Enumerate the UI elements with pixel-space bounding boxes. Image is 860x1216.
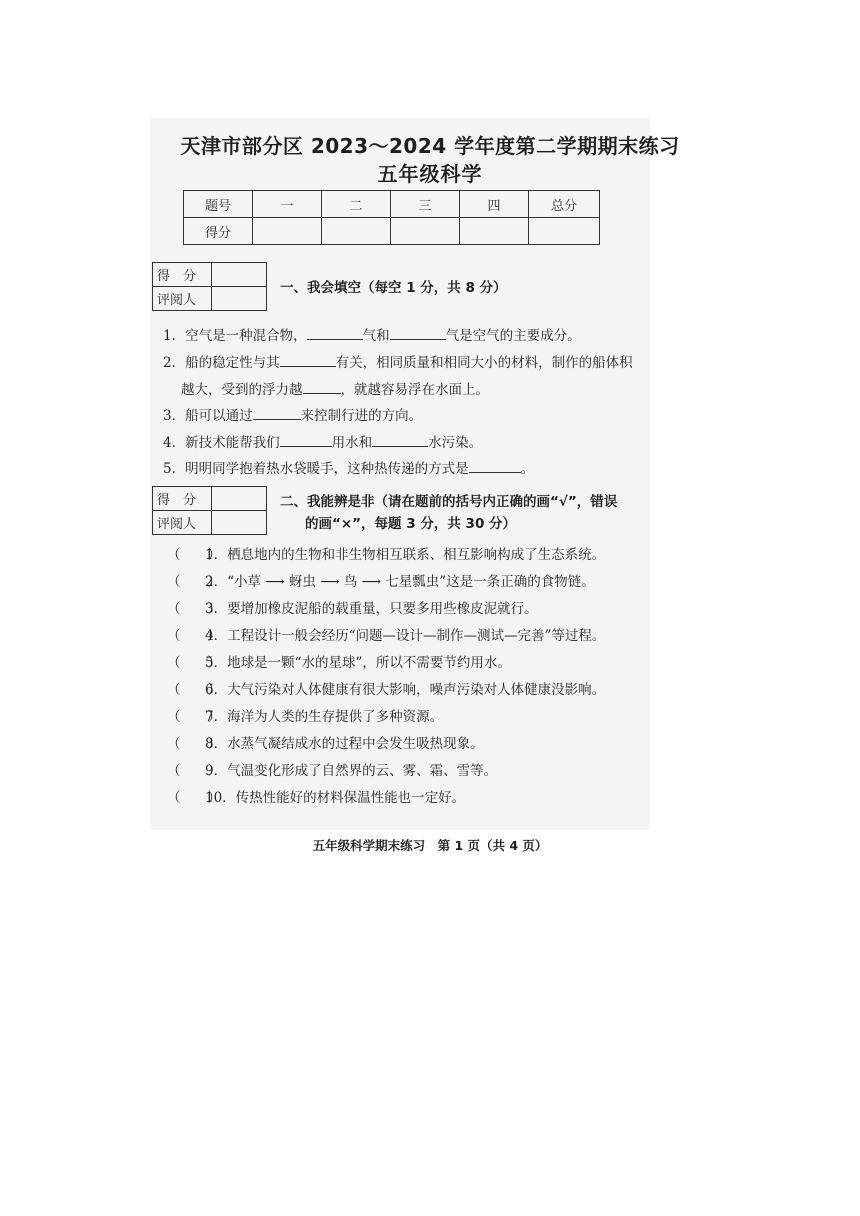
grader-score-cell — [212, 263, 267, 287]
fill-question-1 — [163, 325, 581, 346]
tf-question-10 — [167, 788, 465, 808]
q1-blank-1 — [307, 325, 363, 340]
score-header-number: 题号 — [184, 191, 253, 218]
score-table — [183, 190, 600, 245]
tf-text: 9．气温变化形成了自然界的云、雾、霜、雪等。 — [205, 763, 498, 779]
q1-text-b: 气和 — [362, 328, 390, 344]
answer-parentheses: （ ） — [167, 628, 221, 644]
score-header-total: 总分 — [529, 191, 600, 218]
tf-text: 4．工程设计一般会经历“问题—设计—制作—测试—完善”等过程。 — [205, 628, 606, 644]
q2b-text-b: ，就越容易浮在水面上。 — [340, 382, 489, 398]
fill-question-4 — [163, 432, 482, 453]
tf-text: 5．地球是一颗“水的星球”，所以不需要节约用水。 — [205, 655, 511, 671]
score-cell-total — [529, 218, 600, 245]
section2-heading-line2: 的画“×”，每题 3 分，共 30 分） — [305, 516, 517, 532]
q5-text-b: 。 — [520, 461, 535, 477]
q4-text-b: 用水和 — [331, 435, 373, 451]
section2-heading-line1: 二、我能辨是非（请在题前的括号内正确的画“√”，错误 — [280, 494, 618, 510]
q2-blank-2 — [303, 379, 341, 394]
q4-text-a: 4．新技术能帮我们 — [163, 435, 280, 451]
score-cell-4 — [460, 218, 529, 245]
tf-text: 6．大气污染对人体健康有很大影响，噪声污染对人体健康没影响。 — [205, 682, 606, 698]
q5-blank-1 — [469, 458, 521, 473]
section1-grader-box — [152, 262, 267, 311]
q2-text-a: 2．船的稳定性与其 — [163, 355, 280, 371]
q3-text-b: 来控制行进的方向。 — [300, 408, 423, 424]
tf-text: 1．栖息地内的生物和非生物相互联系、相互影响构成了生态系统。 — [205, 547, 606, 563]
answer-parentheses: （ ） — [167, 601, 221, 617]
grader-score-label: 得 分 — [153, 487, 212, 511]
q4-text-c: 水污染。 — [428, 435, 483, 451]
grader-score-cell — [212, 487, 267, 511]
fill-question-2 — [163, 352, 633, 373]
q4-blank-1 — [280, 432, 332, 447]
q1-text-a: 1．空气是一种混合物， — [163, 328, 307, 344]
section2-grader-box — [152, 486, 267, 535]
grader-reviewer-label: 评阅人 — [153, 287, 212, 311]
q1-blank-2 — [390, 325, 446, 340]
score-cell-1 — [253, 218, 322, 245]
q2-blank-1 — [280, 352, 336, 367]
tf-text: 3．要增加橡皮泥船的载重量，只要多用些橡皮泥就行。 — [205, 601, 538, 617]
fill-question-3 — [163, 405, 422, 426]
score-cell-3 — [391, 218, 460, 245]
score-table-score-row — [184, 218, 600, 245]
q2-text-b: 有关，相同质量和相同大小的材料，制作的船体积 — [335, 355, 633, 371]
fill-question-5 — [163, 458, 534, 479]
tf-question-4 — [167, 626, 605, 646]
tf-question-6 — [167, 680, 605, 700]
score-header-section-3: 三 — [391, 191, 460, 218]
tf-text: 10．传热性能好的材料保温性能也一定好。 — [205, 790, 466, 806]
fill-question-2-continued — [181, 379, 489, 400]
grader-reviewer-cell — [212, 511, 267, 535]
grader-score-label: 得 分 — [153, 263, 212, 287]
grader-reviewer-cell — [212, 287, 267, 311]
answer-parentheses: （ ） — [167, 736, 221, 752]
tf-question-9 — [167, 761, 497, 781]
tf-question-8 — [167, 734, 484, 754]
page-footer: 五年级科学期末练习 第 1 页（共 4 页） — [312, 838, 548, 853]
score-row-label: 得分 — [184, 218, 253, 245]
answer-parentheses: （ ） — [167, 763, 221, 779]
q3-blank-1 — [253, 405, 301, 420]
exam-subtitle: 五年级科学 — [377, 162, 483, 186]
tf-question-7 — [167, 707, 443, 727]
q5-text-a: 5．明明同学抱着热水袋暖手，这种热传递的方式是 — [163, 461, 469, 477]
tf-text: 8．水蒸气凝结成水的过程中会发生吸热现象。 — [205, 736, 484, 752]
score-table-header-row — [184, 191, 600, 218]
answer-parentheses: （ ） — [167, 547, 221, 563]
score-cell-2 — [322, 218, 391, 245]
q2b-text-a: 越大，受到的浮力越 — [181, 382, 303, 398]
score-header-section-1: 一 — [253, 191, 322, 218]
q4-blank-2 — [372, 432, 428, 447]
answer-parentheses: （ ） — [167, 790, 221, 806]
exam-title: 天津市部分区 2023～2024 学年度第二学期期末练习 — [180, 134, 680, 158]
tf-question-2 — [167, 572, 595, 592]
tf-question-3 — [167, 599, 538, 619]
tf-text: 7．海洋为人类的生存提供了多种资源。 — [205, 709, 444, 725]
score-header-section-4: 四 — [460, 191, 529, 218]
section1-heading: 一、我会填空（每空 1 分，共 8 分） — [280, 280, 507, 296]
score-header-section-2: 二 — [322, 191, 391, 218]
answer-parentheses: （ ） — [167, 574, 221, 590]
tf-text: 2．“小草 ⟶ 蚜虫 ⟶ 鸟 ⟶ 七星瓢虫”这是一条正确的食物链。 — [205, 574, 595, 590]
q3-text-a: 3．船可以通过 — [163, 408, 253, 424]
tf-question-5 — [167, 653, 511, 673]
answer-parentheses: （ ） — [167, 682, 221, 698]
answer-parentheses: （ ） — [167, 655, 221, 671]
answer-parentheses: （ ） — [167, 709, 221, 725]
q1-text-c: 气是空气的主要成分。 — [445, 328, 581, 344]
tf-question-1 — [167, 545, 605, 565]
grader-reviewer-label: 评阅人 — [153, 511, 212, 535]
